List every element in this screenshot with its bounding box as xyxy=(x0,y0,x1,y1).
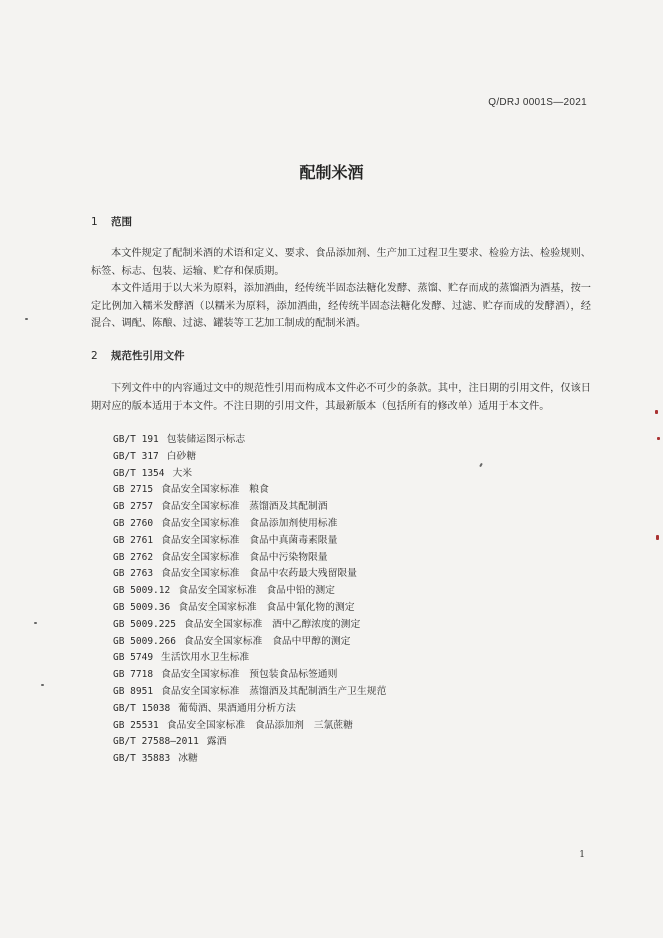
reference-code: GB 2763 xyxy=(113,568,154,580)
reference-code: GB 2761 xyxy=(113,534,154,546)
document-title: 配制米酒 xyxy=(299,163,364,182)
reference-name: 食品安全国家标准 食品添加剂 三氯蔗糖 xyxy=(166,719,353,731)
reference-name: 生活饮用水卫生标准 xyxy=(161,652,250,664)
reference-name: 包装储运图示标志 xyxy=(166,434,246,445)
scan-speck xyxy=(34,622,37,624)
reference-code: GB 5009.36 xyxy=(113,601,171,613)
reference-code: GB/T 317 xyxy=(113,450,159,462)
reference-name: 露酒 xyxy=(206,736,227,748)
scan-speck xyxy=(41,684,44,686)
reference-name: 食品安全国家标准 粮食 xyxy=(161,484,269,496)
scope-paragraph-1: 本文件规定了配制米酒的术语和定义、要求、食品添加剂、生产加工过程卫生要求、检验方法、检验规则、标签、标志、包装、运输、贮存和保质期。 xyxy=(91,248,591,277)
scan-speck xyxy=(25,318,28,320)
reference-name: 食品安全国家标准 蒸馏酒及其配制酒 xyxy=(161,501,328,513)
section-title: 规范性引用文件 xyxy=(111,350,185,362)
reference-name: 食品安全国家标准 食品添加剂使用标准 xyxy=(161,517,338,529)
reference-code: GB 8951 xyxy=(113,685,154,697)
reference-code: GB/T 27588—2011 xyxy=(113,736,199,748)
section-heading-normative-references xyxy=(91,348,185,363)
reference-code: GB 2762 xyxy=(113,551,154,563)
reference-code: GB 5009.225 xyxy=(113,618,176,630)
reference-name: 食品安全国家标准 食品中铅的测定 xyxy=(178,585,335,597)
reference-code: GB/T 191 xyxy=(113,434,159,445)
reference-name: 冰糖 xyxy=(178,753,198,765)
reference-name: 食品安全国家标准 食品中氰化物的测定 xyxy=(178,601,355,613)
references-intro-paragraph: 下列文件中的内容通过文中的规范性引用而构成本文件必不可少的条款。其中，注日期的引用文件，仅该日期对应的版本适用于本文件。不注日期的引用文件，其最新版本（包括所有的修改单）适用于本文件。 xyxy=(91,383,591,412)
reference-list xyxy=(113,432,386,768)
reference-item xyxy=(113,617,386,634)
reference-item xyxy=(113,466,386,483)
reference-code: GB 25531 xyxy=(113,719,159,731)
section-title: 范围 xyxy=(111,216,132,228)
scope-paragraph-2: 本文件适用于以大米为原料，添加酒曲，经传统半固态法糖化发酵、蒸馏、贮存而成的蒸馏酒为酒基，按一定比例加入糯米发酵酒（以糯米为原料，添加酒曲，经传统半固态法糖化发酵、过滤、贮存而成的发酵酒），经混合、调配、陈酿、过滤、罐装等工艺加工制成的配制米酒。 xyxy=(91,283,591,330)
reference-item xyxy=(113,634,386,651)
reference-item xyxy=(113,449,386,466)
reference-code: GB 2715 xyxy=(113,484,154,496)
reference-name: 食品安全国家标准 食品中真菌毒素限量 xyxy=(161,534,338,546)
reference-item xyxy=(113,432,386,449)
reference-item xyxy=(113,566,386,583)
page-number: 1 xyxy=(579,850,585,860)
reference-name: 食品安全国家标准 预包装食品标签通则 xyxy=(161,669,338,681)
reference-code: GB 7718 xyxy=(113,669,154,681)
scan-speck xyxy=(656,535,659,540)
reference-code: GB 5009.266 xyxy=(113,635,176,647)
reference-code: GB/T 35883 xyxy=(113,753,171,765)
reference-code: GB/T 1354 xyxy=(113,467,165,479)
reference-item xyxy=(113,482,386,499)
reference-name: 食品安全国家标准 食品中污染物限量 xyxy=(161,551,328,563)
reference-item xyxy=(113,583,386,600)
scan-speck xyxy=(655,410,658,414)
reference-name: 食品安全国家标准 蒸馏酒及其配制酒生产卫生规范 xyxy=(161,685,387,697)
reference-code: GB 5009.12 xyxy=(113,585,171,597)
reference-name: 白砂糖 xyxy=(166,450,197,462)
scan-speck xyxy=(657,437,660,440)
reference-code: GB 5749 xyxy=(113,652,154,664)
reference-item xyxy=(113,499,386,516)
reference-item xyxy=(113,751,386,768)
reference-item xyxy=(113,667,386,684)
reference-name: 食品安全国家标准 酒中乙醇浓度的测定 xyxy=(183,618,361,630)
reference-name: 食品安全国家标准 食品中甲醇的测定 xyxy=(183,635,351,647)
reference-item xyxy=(113,701,386,718)
document-code: Q/DRJ 0001S—2021 xyxy=(488,97,587,108)
reference-item xyxy=(113,684,386,701)
reference-item xyxy=(113,734,386,751)
reference-name: 大米 xyxy=(172,467,193,479)
reference-code: GB 2757 xyxy=(113,501,154,513)
reference-name: 葡萄酒、果酒通用分析方法 xyxy=(178,702,296,714)
reference-code: GB 2760 xyxy=(113,517,154,529)
reference-name: 食品安全国家标准 食品中农药最大残留限量 xyxy=(161,568,357,580)
section-number: 2 xyxy=(91,350,98,362)
reference-code: GB/T 15038 xyxy=(113,702,171,714)
reference-item xyxy=(113,533,386,550)
section-number: 1 xyxy=(91,216,98,228)
reference-item xyxy=(113,550,386,567)
reference-item xyxy=(113,516,386,533)
scan-speck xyxy=(479,463,483,467)
reference-item xyxy=(113,718,386,735)
reference-item xyxy=(113,600,386,617)
reference-item xyxy=(113,650,386,667)
section-heading-scope xyxy=(91,214,132,229)
